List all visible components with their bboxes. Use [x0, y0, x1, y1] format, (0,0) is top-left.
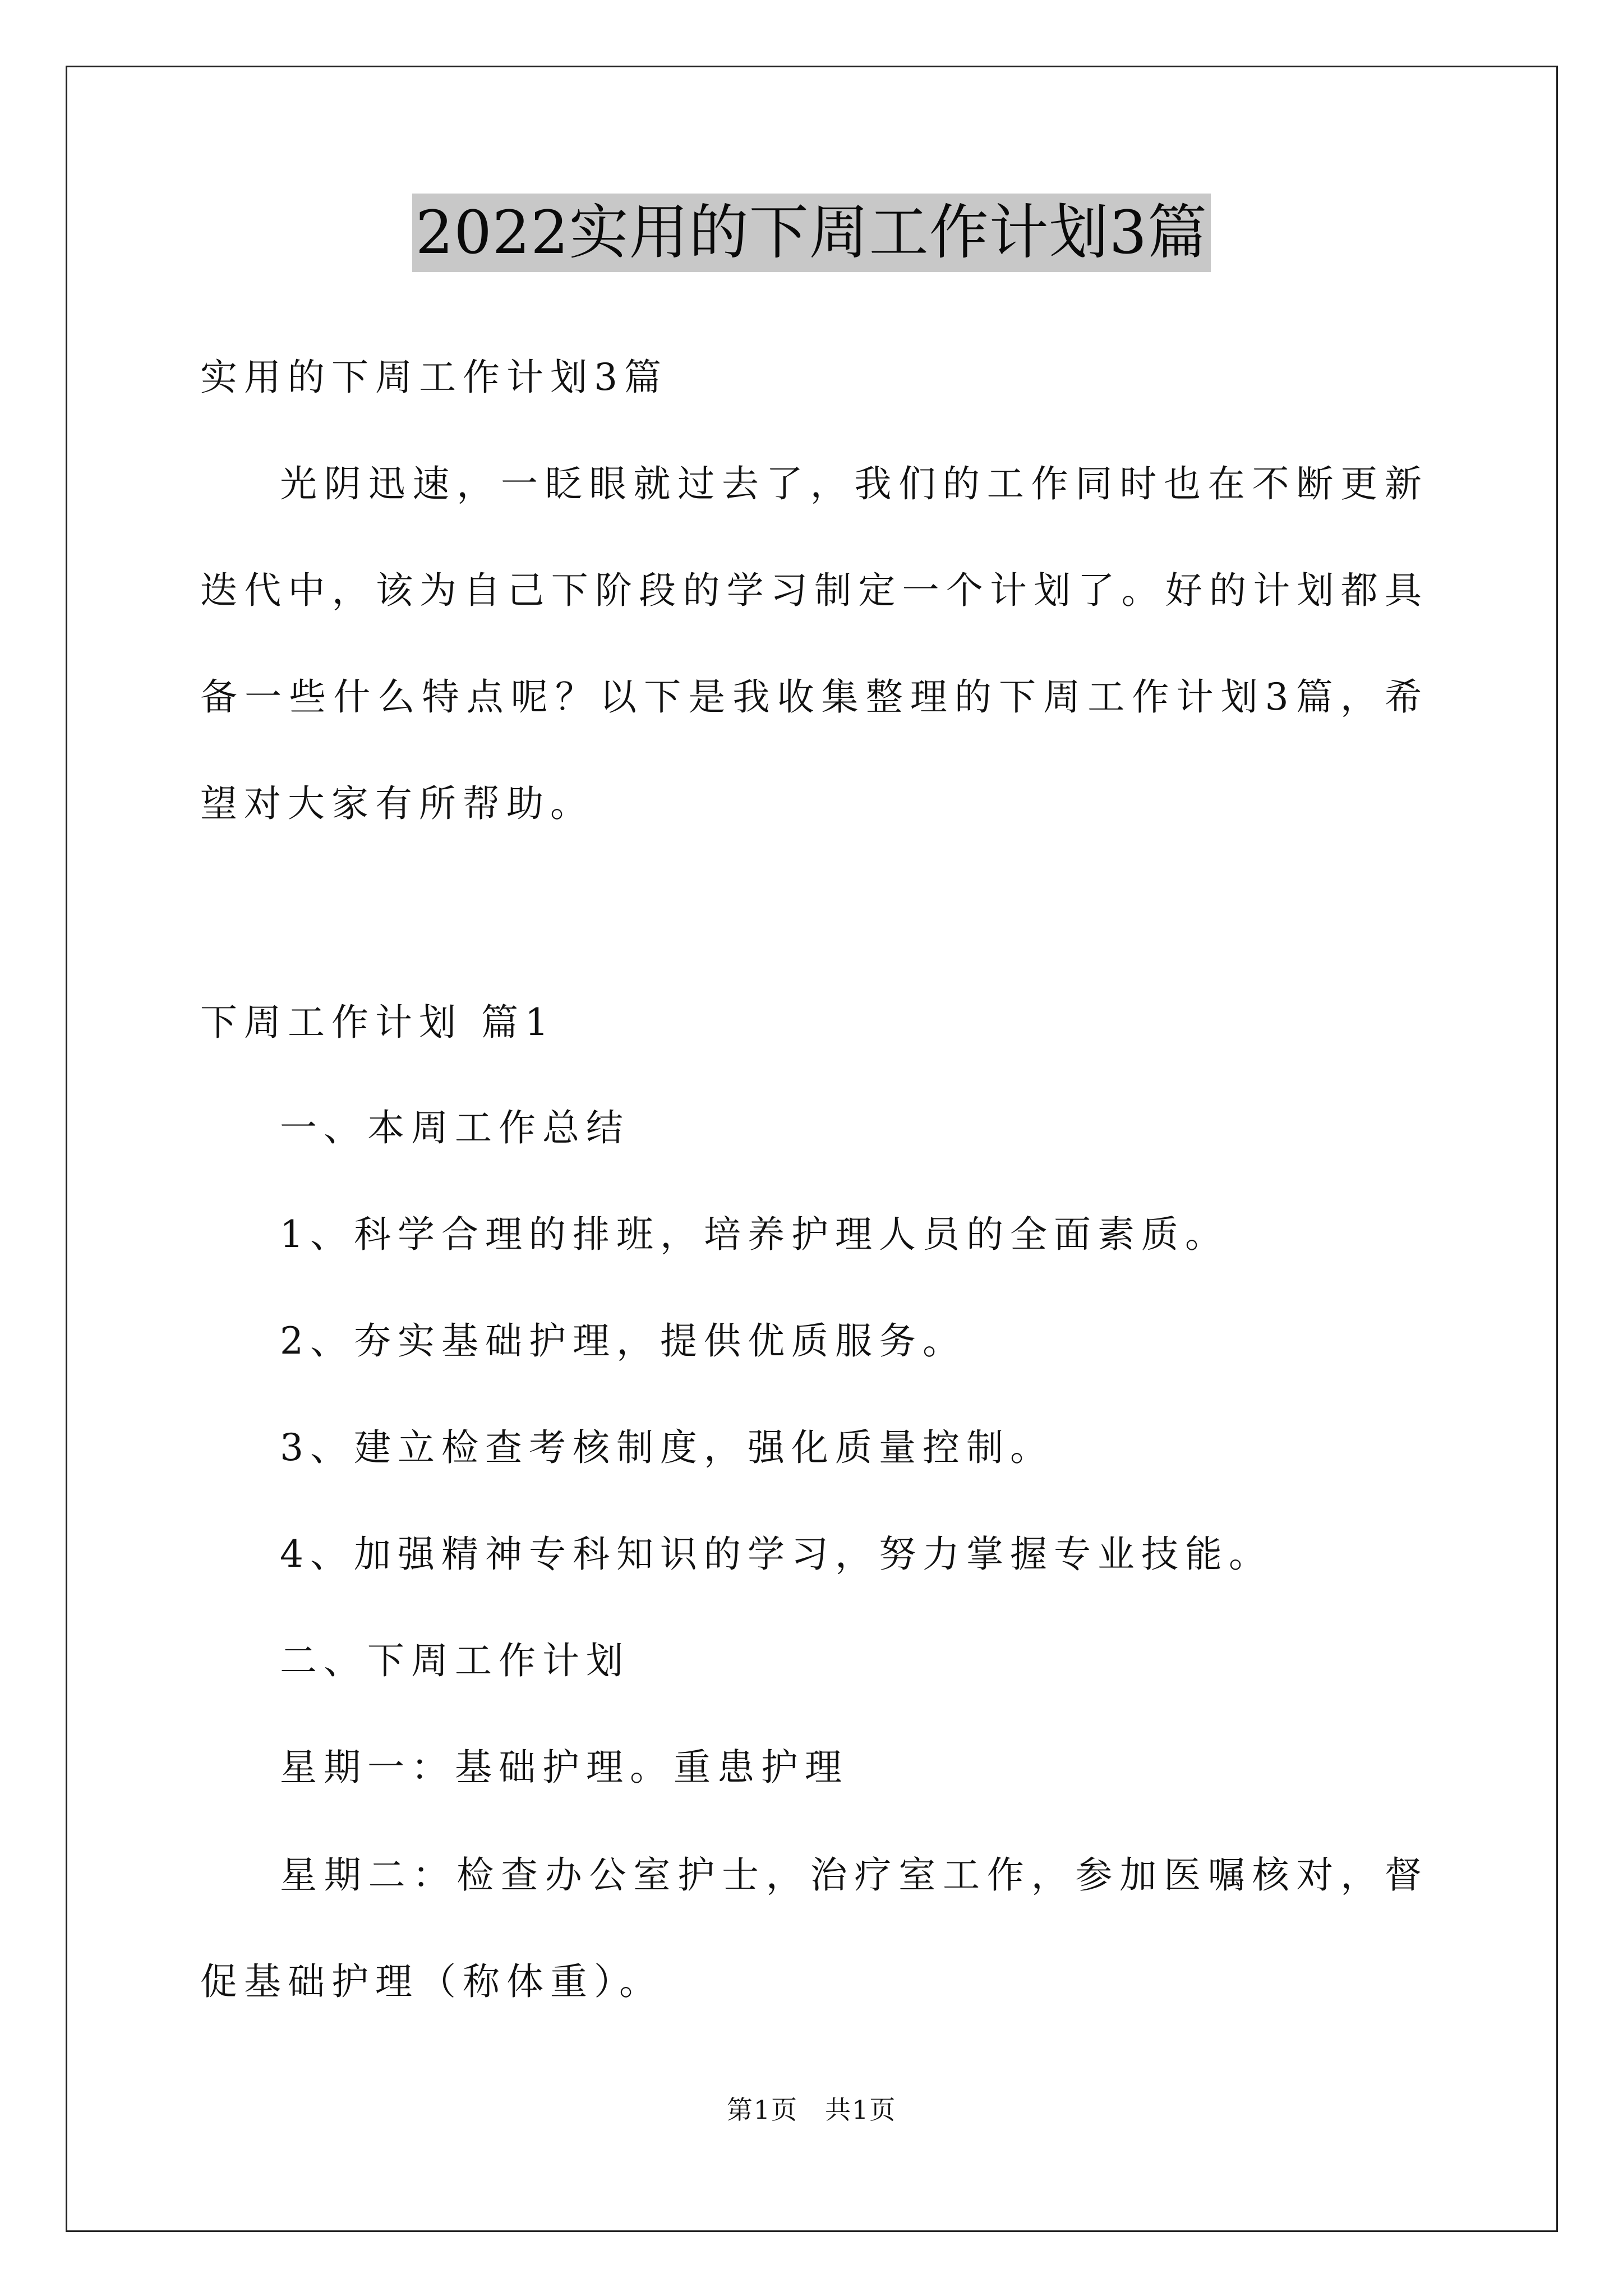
list-item: 3、建立检查考核制度，强化质量控制。	[280, 1426, 1054, 1469]
list-item: 1、科学合理的排班，培养护理人员的全面素质。	[280, 1213, 1229, 1256]
section-heading: 下周工作计划 篇1	[200, 1001, 555, 1044]
part1-heading: 一、本周工作总结	[280, 1106, 630, 1149]
document-subtitle: 实用的下周工作计划3篇	[200, 356, 668, 399]
intro-paragraph: 光阴迅速，一眨眼就过去了，我们的工作同时也在不断更新迭代中，该为自己下阶段的学习制定一个计划了。好的计划都具备一些什么特点呢？以下是我收集整理的下周工作计划3篇，希望对大家有所帮助。	[200, 462, 1428, 825]
document-title: 2022实用的下周工作计划3篇	[412, 194, 1211, 272]
part2-heading: 二、下周工作计划	[280, 1639, 630, 1682]
list-item: 2、夯实基础护理，提供优质服务。	[280, 1319, 966, 1363]
list-item: 4、加强精神专科知识的学习，努力掌握专业技能。	[280, 1533, 1272, 1576]
title-container	[0, 194, 1623, 272]
monday-plan: 星期一：基础护理。重患护理	[280, 1746, 849, 1789]
tuesday-plan: 星期二：检查办公室护士，治疗室工作，参加医嘱核对，督促基础护理（称体重）。	[200, 1853, 1428, 2003]
page-footer: 第1页 共1页	[726, 2095, 897, 2125]
